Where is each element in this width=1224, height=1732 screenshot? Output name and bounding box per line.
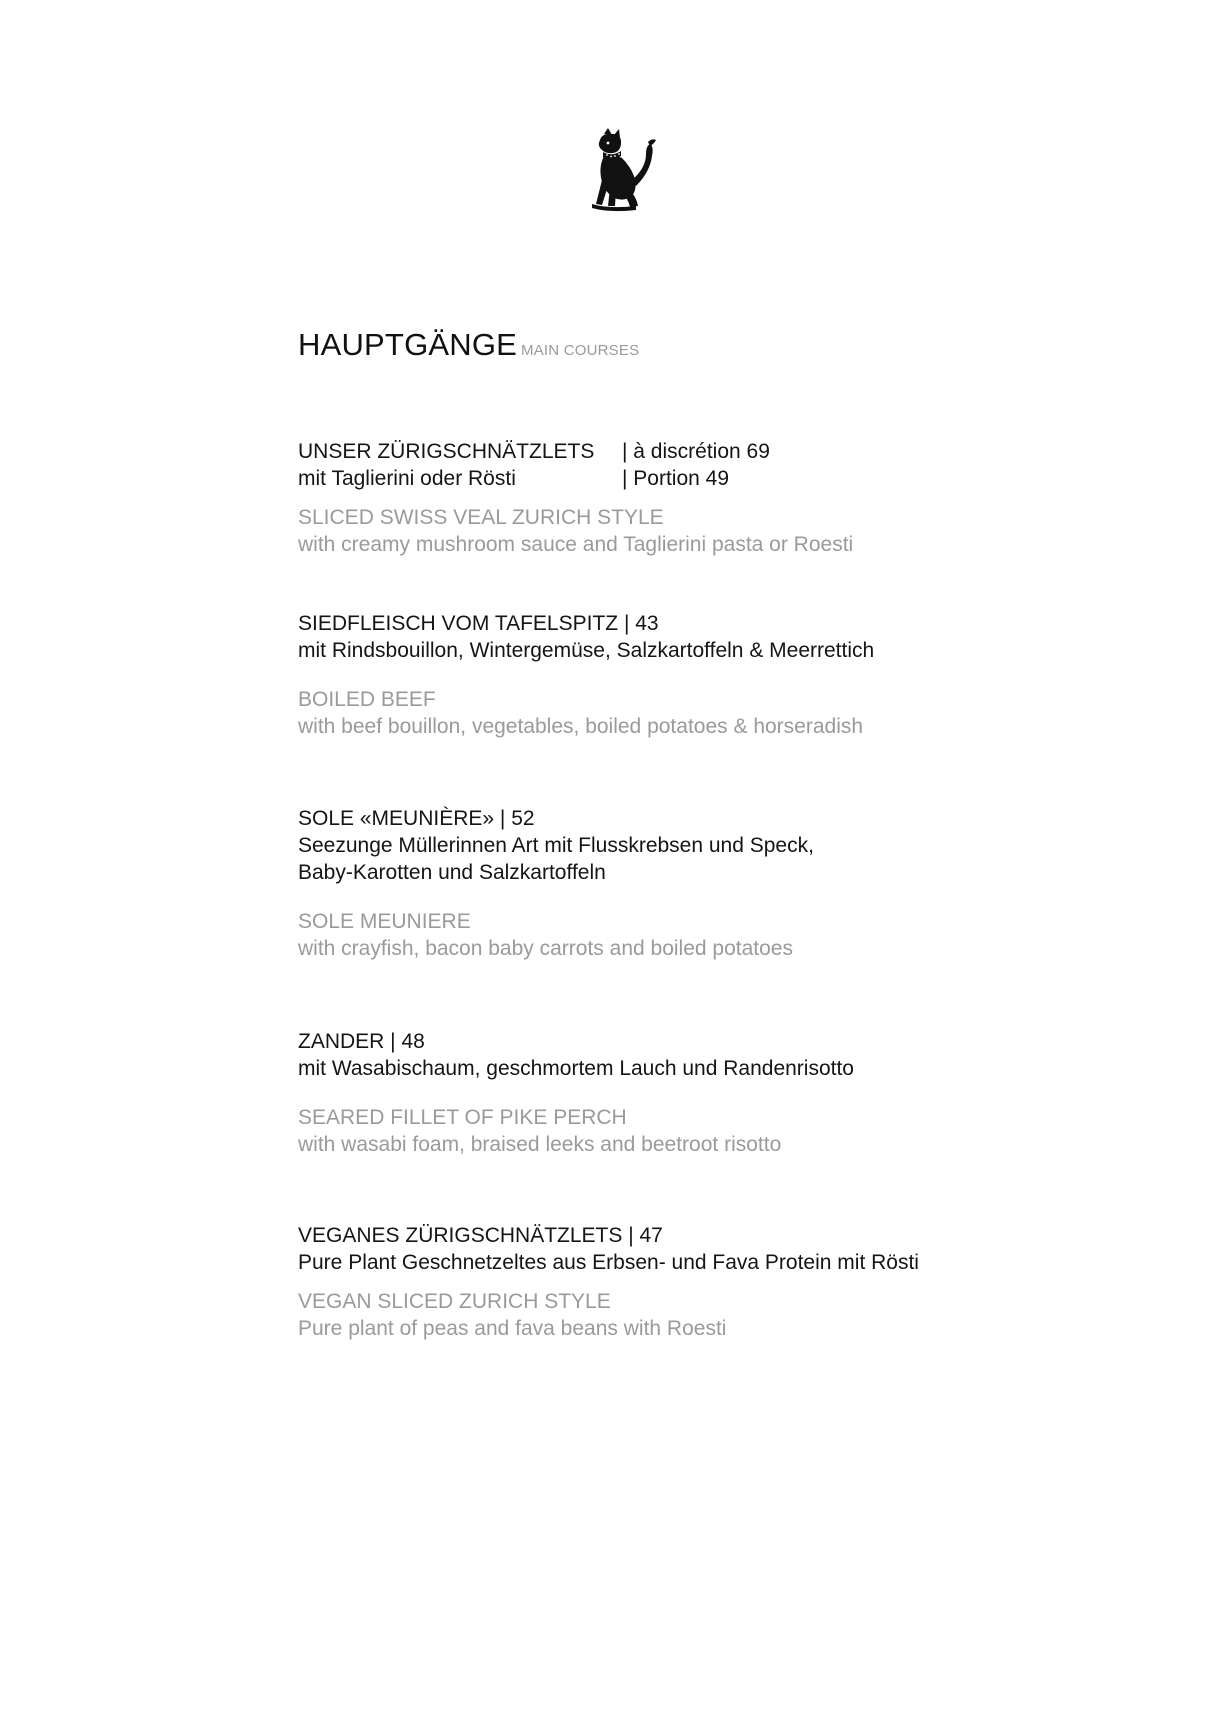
dish-desc-de: mit Rindsbouillon, Wintergemüse, Salzkartoffeln & Meerrettich [298, 639, 875, 662]
menu-item-sole-meuniere [298, 805, 1058, 962]
dish-desc-de-line-2: Baby-Karotten und Salzkartoffeln [298, 861, 606, 884]
dish-title-de: SIEDFLEISCH VOM TAFELSPITZ | 43 [298, 612, 659, 635]
dish-title-en: BOILED BEEF [298, 688, 436, 711]
dish-title-en: SEARED FILLET OF PIKE PERCH [298, 1106, 627, 1129]
logo [588, 128, 658, 212]
dish-price-portion: | Portion 49 [622, 467, 730, 490]
dish-desc-de: mit Wasabischaum, geschmortem Lauch und Randenrisotto [298, 1057, 854, 1080]
menu-item-zuerigschnaetzlets [298, 438, 1058, 558]
dish-title-de: VEGANES ZÜRIGSCHNÄTZLETS | 47 [298, 1224, 663, 1247]
heraldic-cat-logo-icon [588, 128, 658, 212]
dish-desc-en: Pure plant of peas and fava beans with Roesti [298, 1317, 727, 1340]
title-en: MAIN COURSES [521, 342, 640, 359]
dish-price: | à discrétion 69 [622, 440, 770, 463]
page-title [298, 326, 639, 370]
title-de: HAUPTGÄNGE [298, 327, 518, 362]
dish-title-en: SLICED SWISS VEAL ZURICH STYLE [298, 506, 664, 529]
dish-title-de [298, 438, 1058, 465]
dish-desc-de [298, 465, 1058, 492]
dish-title-en: SOLE MEUNIERE [298, 910, 471, 933]
menu-item-siedfleisch [298, 610, 1058, 740]
menu-item-zander [298, 1028, 1058, 1158]
dish-desc-en: with crayfish, bacon baby carrots and boiled potatoes [298, 937, 793, 960]
dish-desc: mit Taglierini oder Rösti [298, 467, 516, 490]
dish-title-de: SOLE «MEUNIÈRE» | 52 [298, 807, 535, 830]
dish-desc-en: with wasabi foam, braised leeks and beetroot risotto [298, 1133, 782, 1156]
dish-desc-en: with creamy mushroom sauce and Taglierini pasta or Roesti [298, 533, 854, 556]
dish-name: UNSER ZÜRIGSCHNÄTZLETS [298, 440, 595, 463]
dish-desc-en: with beef bouillon, vegetables, boiled potatoes & horseradish [298, 715, 864, 738]
menu-item-vegan-zuerigschnaetzlets [298, 1222, 1058, 1342]
dish-desc-de: Pure Plant Geschnetzeltes aus Erbsen- und Fava Protein mit Rösti [298, 1251, 919, 1274]
dish-desc-de-line-1: Seezunge Müllerinnen Art mit Flusskrebsen und Speck, [298, 834, 814, 857]
dish-title-de: ZANDER | 48 [298, 1030, 425, 1053]
dish-title-en: VEGAN SLICED ZURICH STYLE [298, 1290, 611, 1313]
